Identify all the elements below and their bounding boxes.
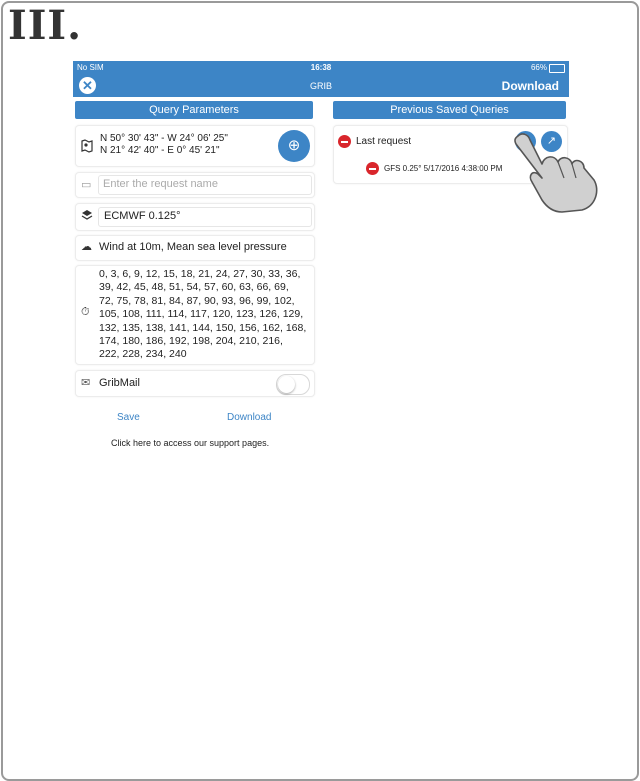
save-button[interactable]: Save	[117, 412, 140, 423]
close-icon[interactable]: ✕	[79, 77, 96, 94]
time-steps-line: 105, 108, 111, 114, 117, 120, 123, 126, 129,	[99, 308, 304, 321]
nav-bar	[73, 75, 569, 97]
parameters-value: Wind at 10m, Mean sea level pressure	[99, 241, 287, 253]
gribmail-label: GribMail	[99, 377, 140, 389]
model-value: ECMWF 0.125°	[104, 210, 181, 222]
parameters-row[interactable]	[75, 235, 315, 261]
weather-icon: ☁	[81, 241, 92, 253]
saved-query-label: Last request	[356, 136, 412, 147]
delete-icon[interactable]	[366, 162, 379, 175]
nav-download-button[interactable]: Download	[501, 79, 559, 93]
layers-icon	[81, 209, 93, 225]
time-steps-line: 174, 180, 186, 192, 198, 204, 210, 216,	[99, 335, 283, 348]
area-south-east: N 21° 42' 40" - E 0° 45' 21"	[100, 145, 220, 156]
request-name-row	[75, 172, 315, 198]
map-icon	[81, 139, 93, 156]
gribmail-row	[75, 370, 315, 397]
query-parameters-header: Query Parameters	[75, 101, 313, 119]
id-card-icon: ▭	[81, 179, 92, 191]
download-button[interactable]: Download	[227, 412, 272, 423]
status-time: 16:38	[310, 63, 332, 72]
hand-pointer-icon	[512, 130, 604, 216]
request-name-input[interactable]	[98, 175, 312, 195]
share-icon[interactable]: ↗	[541, 131, 562, 152]
gribmail-toggle[interactable]	[276, 374, 310, 395]
time-steps-line: 39, 42, 45, 48, 51, 54, 57, 60, 63, 66, 69,	[99, 281, 289, 294]
stopwatch-icon: ⏱	[81, 306, 90, 318]
mail-icon: ✉	[81, 377, 91, 389]
battery-level: 66%	[530, 63, 547, 72]
request-name-placeholder: Enter the request name	[103, 178, 218, 190]
saved-query-detail: GFS 0.25° 5/17/2016 4:38:00 PM	[384, 164, 503, 173]
saved-queries-header: Previous Saved Queries	[333, 101, 566, 119]
time-steps-line: 132, 135, 138, 141, 144, 150, 156, 162, 168,	[99, 321, 307, 334]
toggle-knob	[278, 376, 295, 393]
nav-title: GRIB	[309, 81, 332, 91]
globe-icon[interactable]: ⊕	[278, 130, 310, 162]
delete-icon[interactable]	[338, 135, 351, 148]
time-steps-line: 222, 228, 234, 240	[99, 348, 187, 361]
battery-icon	[549, 64, 565, 73]
step-label: III.	[8, 2, 83, 49]
time-steps-line: 72, 75, 78, 81, 84, 87, 90, 93, 96, 99, 102,	[99, 294, 295, 307]
time-steps-line: 0, 3, 6, 9, 12, 15, 18, 21, 24, 27, 30, 33, 36,	[99, 268, 301, 280]
carrier-label: No SIM	[77, 63, 104, 72]
area-row[interactable]	[75, 125, 315, 167]
time-steps-list	[99, 268, 311, 362]
status-bar	[73, 61, 569, 75]
support-link[interactable]: Click here to access our support pages.	[111, 438, 270, 448]
model-field[interactable]	[98, 207, 312, 227]
ipad-screen	[73, 61, 569, 461]
time-steps-row[interactable]	[75, 265, 315, 365]
model-row[interactable]	[75, 203, 315, 231]
area-north-west: N 50° 30' 43" - W 24° 06' 25"	[100, 133, 228, 144]
